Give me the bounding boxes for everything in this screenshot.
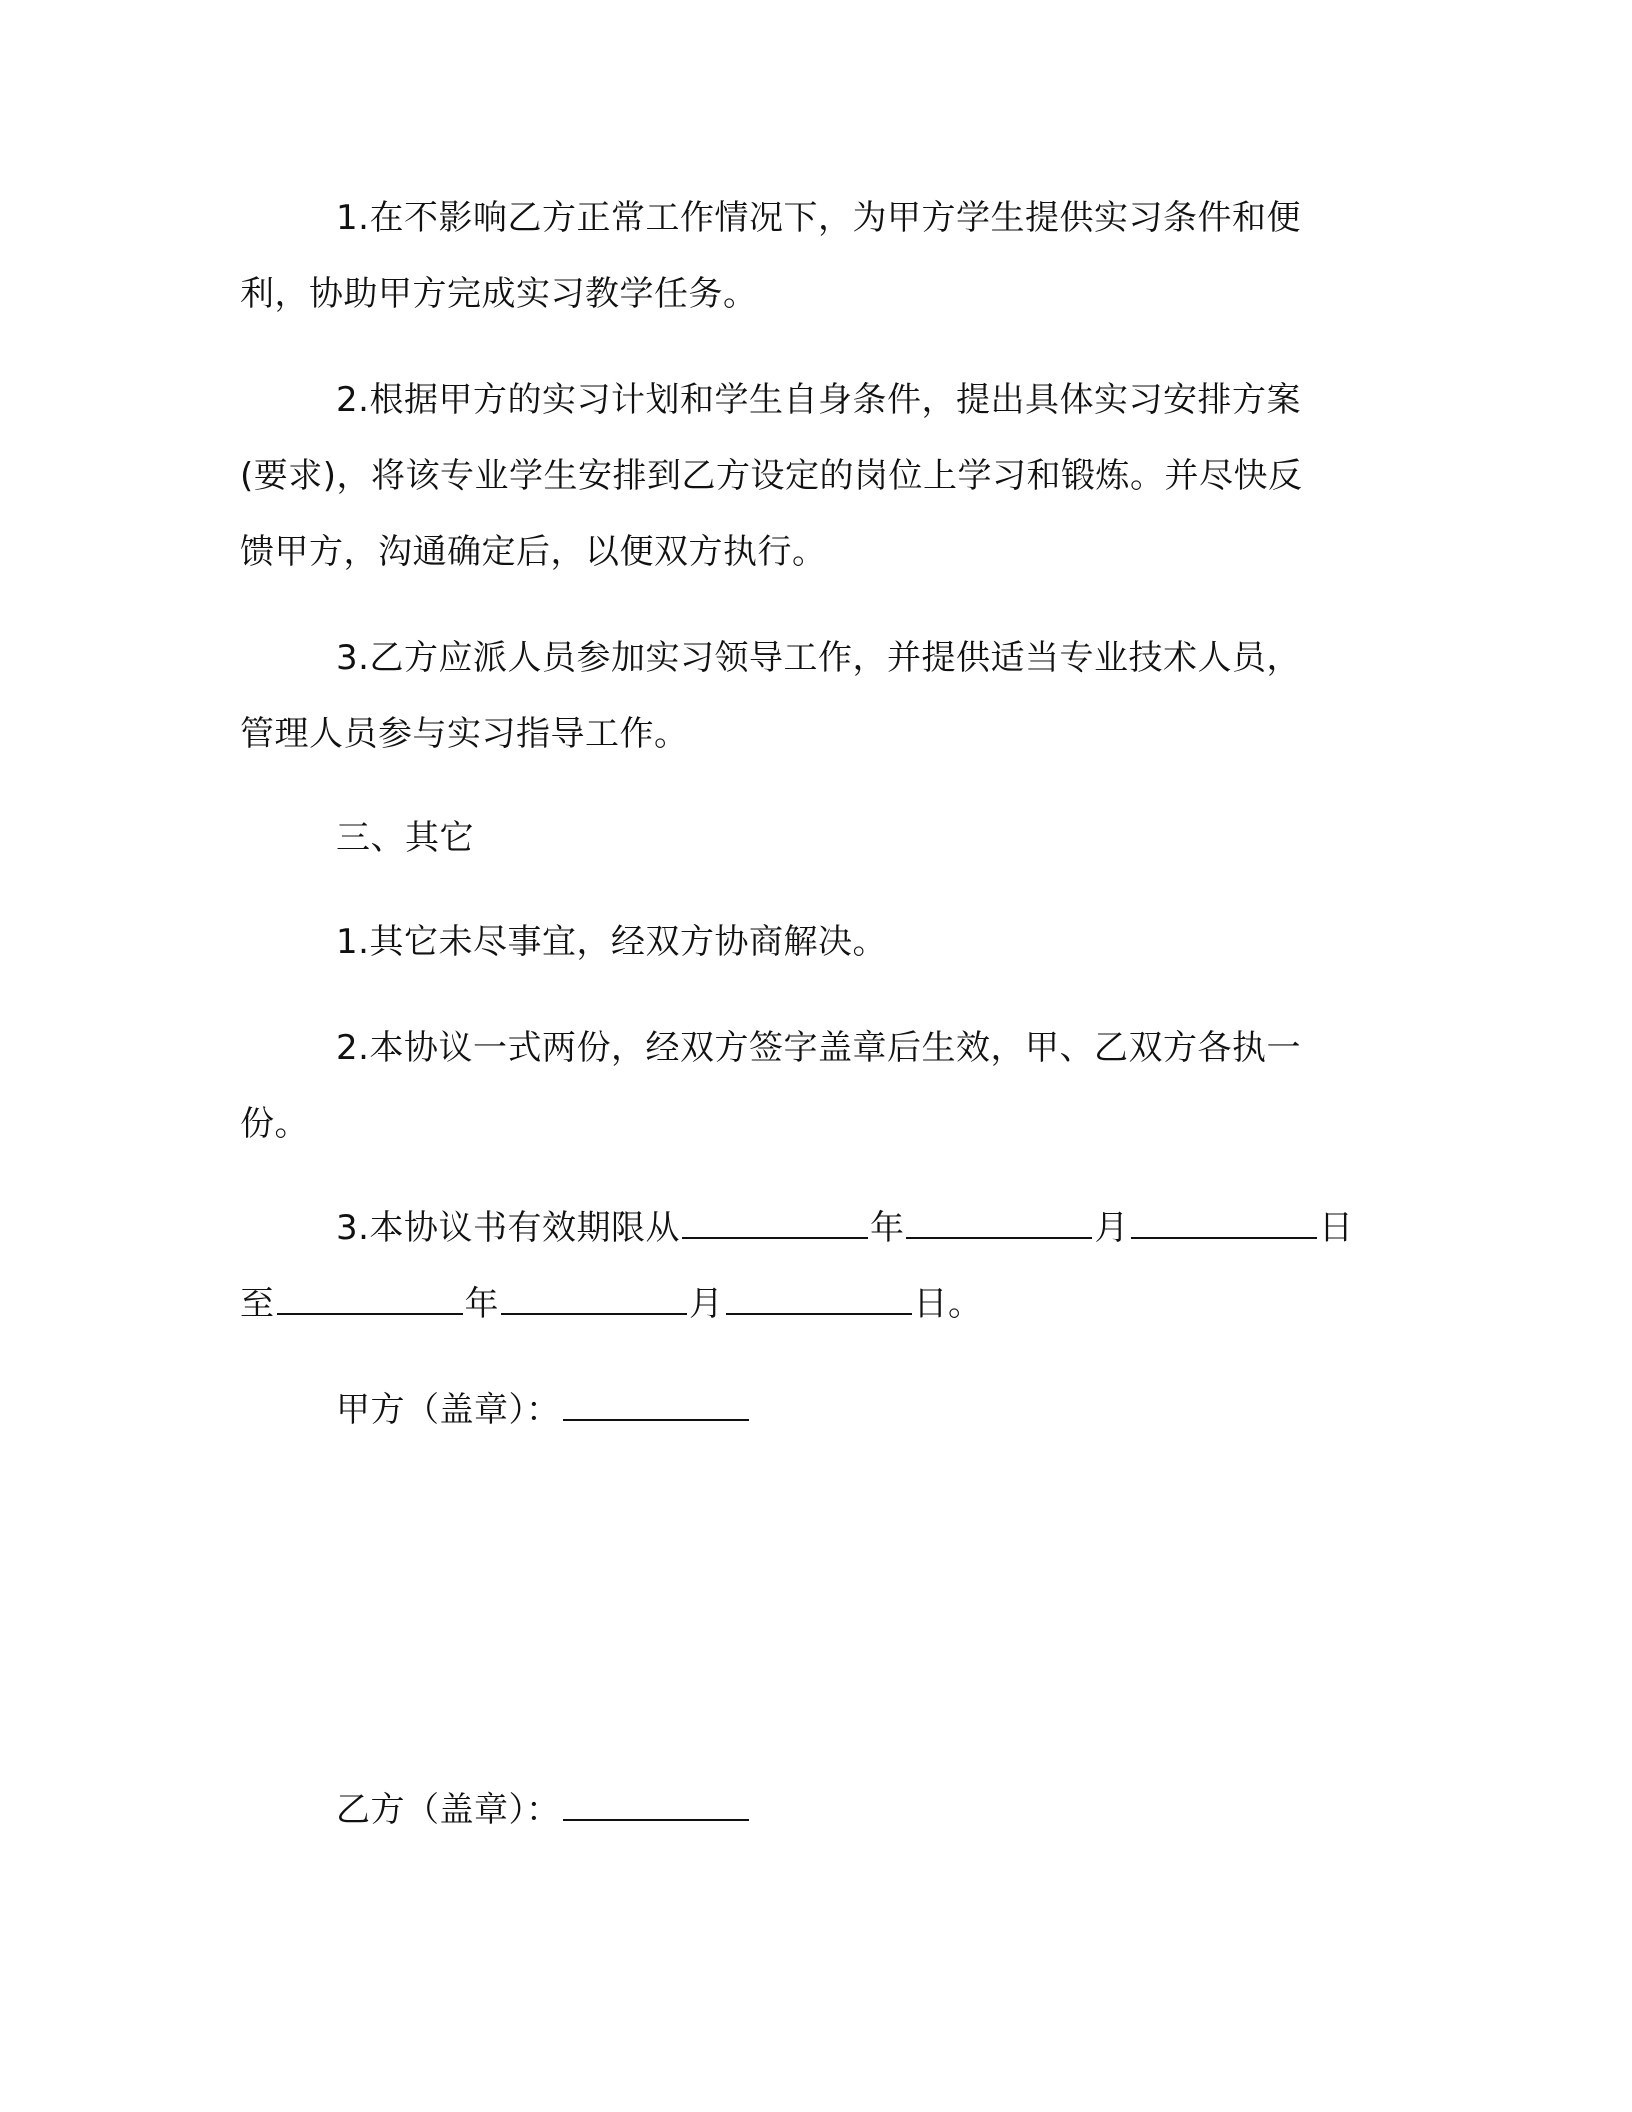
section-item-2-line-1: 2.本协议一式两份，经双方签字盖章后生效，甲、乙双方各执一 (336, 1028, 1301, 1068)
party-b-blank[interactable] (563, 1789, 749, 1821)
clause-item-3-line-2: 管理人员参与实习指导工作。 (240, 714, 689, 754)
end-label: 日。 (913, 1284, 983, 1324)
clause-item-2-line-3: 馈甲方，沟通确定后，以便双方执行。 (240, 532, 827, 572)
validity-prefix: 3.本协议书有效期限从 (336, 1208, 680, 1248)
section-item-3-line-2 (240, 1266, 1388, 1342)
clause-item-1-line-1: 1.在不影响乙方正常工作情况下，为甲方学生提供实习条件和便 (336, 198, 1301, 238)
clause-item-3 (240, 620, 1388, 772)
to-label: 至 (240, 1284, 275, 1324)
section-item-1: 1.其它未尽事宜，经双方协商解决。 (336, 922, 887, 962)
party-a-label: 甲方（盖章）： (336, 1390, 561, 1430)
section-heading: 三、其它 (336, 818, 474, 858)
month-label: 月 (1094, 1208, 1129, 1248)
end-month-blank[interactable] (501, 1283, 687, 1315)
section-item-2 (240, 1010, 1388, 1162)
section-item-3 (240, 1190, 1388, 1342)
party-a-signature (336, 1372, 751, 1448)
party-a-blank[interactable] (563, 1389, 749, 1421)
clause-item-1-line-2: 利，协助甲方完成实习教学任务。 (240, 274, 758, 314)
party-b-label: 乙方（盖章）： (336, 1790, 561, 1830)
day-label: 日 (1318, 1208, 1354, 1248)
end-year-label: 年 (464, 1284, 499, 1324)
year-label: 年 (869, 1208, 905, 1248)
start-month-blank[interactable] (906, 1207, 1092, 1239)
section-item-3-line-1 (240, 1190, 1388, 1266)
end-day-blank[interactable] (726, 1283, 912, 1315)
clause-item-3-line-1: 3.乙方应派人员参加实习领导工作，并提供适当专业技术人员， (336, 638, 1301, 678)
party-b-signature (336, 1772, 751, 1848)
section-item-2-line-2: 份。 (240, 1104, 309, 1144)
end-month-label: 月 (689, 1284, 724, 1324)
clause-item-1 (240, 180, 1388, 332)
clause-item-2-line-1: 2.根据甲方的实习计划和学生自身条件，提出具体实习安排方案 (336, 380, 1301, 420)
clause-item-2 (240, 362, 1388, 590)
end-year-blank[interactable] (277, 1283, 463, 1315)
start-day-blank[interactable] (1131, 1207, 1317, 1239)
clause-item-2-line-2: (要求)，将该专业学生安排到乙方设定的岗位上学习和锻炼。并尽快反 (240, 456, 1303, 496)
start-year-blank[interactable] (682, 1207, 868, 1239)
